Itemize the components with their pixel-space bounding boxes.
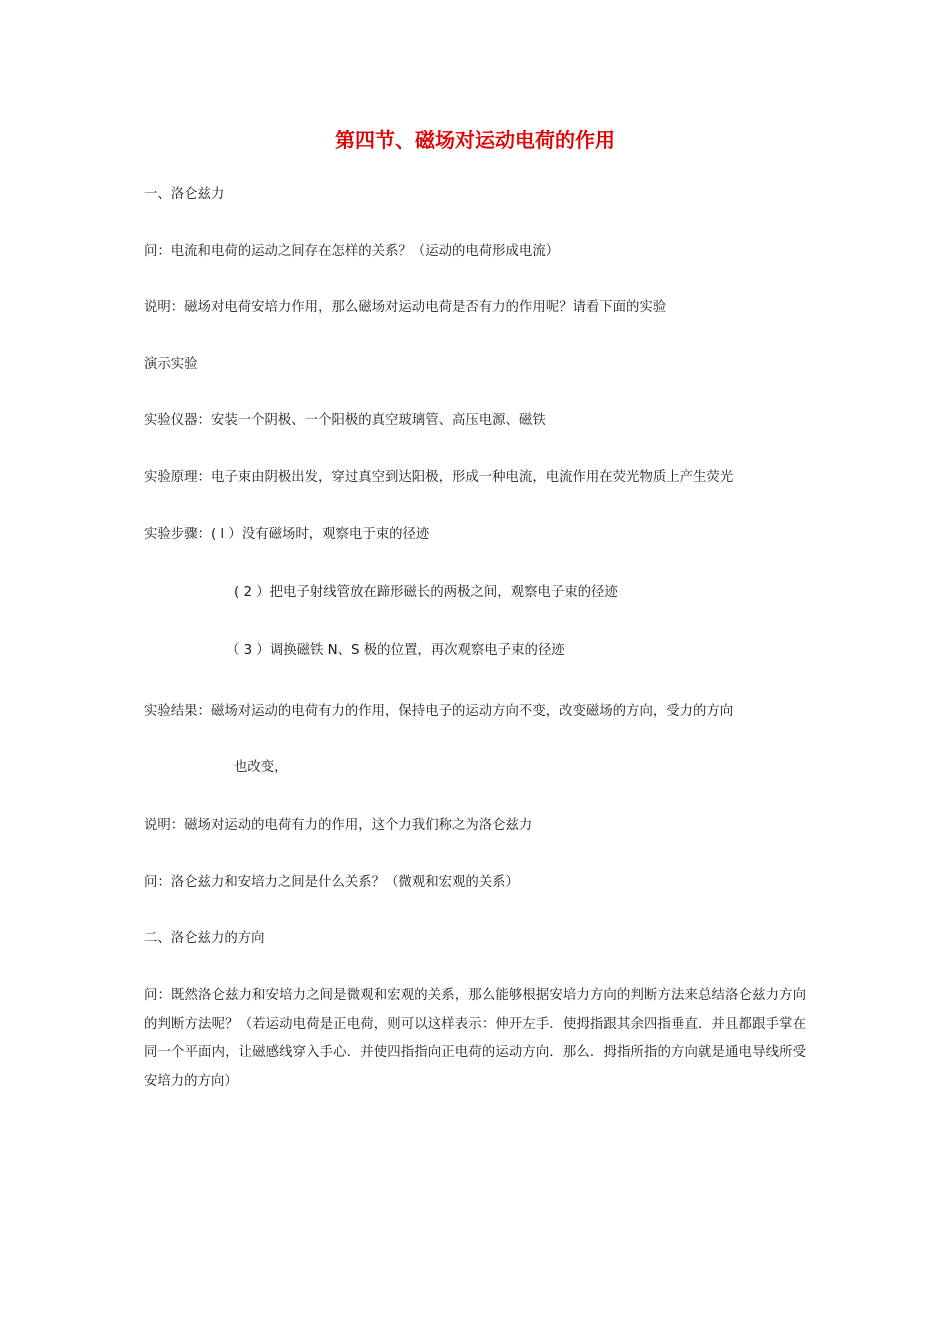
question-line-1: 问：电流和电荷的运动之间存在怎样的关系？（运动的电荷形成电流） — [144, 244, 560, 259]
page-title: 第四节、磁场对运动电荷的作用 — [335, 128, 615, 152]
result-line: 实验结果：磁场对运动的电荷有力的作用，保持电子的运动方向不变，改变磁场的方向，受力的方向 — [144, 704, 734, 719]
step-line-1: 实验步骤：( l ）没有磁场时，观察电于束的径迹 — [144, 527, 430, 542]
explanation-line-2: 说明：磁场对运动的电荷有力的作用，这个力我们称之为洛仑兹力 — [144, 818, 533, 833]
result-continuation: 也改变， — [234, 760, 288, 775]
section-heading-2: 二、洛仑兹力的方向 — [144, 931, 265, 946]
question-paragraph: 问：既然洛仑兹力和安培力之间是微观和宏观的关系，那么能够根据安培力方向的判断方法来总结洛仑兹力方向的判断方法呢？（若运动电荷是正电荷，则可以这样表示：伸开左手．使拇指跟其余四指垂直．并且都跟手掌在同一个平面内，让磁感线穿入手心．并使四指指向正电荷的运动方向．那么．拇指所指的方向就是通电导线所受安培力的方向） — [144, 988, 806, 1089]
demo-heading: 演示实验 — [144, 357, 198, 372]
question-line-2: 问：洛仑兹力和安培力之间是什么关系？（微观和宏观的关系） — [144, 875, 519, 890]
apparatus-line: 实验仪器：安装一个阴极、一个阳极的真空玻璃管、高压电源、磁铁 — [144, 413, 546, 428]
section-heading-1: 一、洛仑兹力 — [144, 187, 225, 202]
principle-line: 实验原理：电子束由阴极出发，穿过真空到达阳极，形成一种电流，电流作用在荧光物质上产生荧光 — [144, 470, 734, 485]
step-line-2: ( 2 ）把电子射线管放在蹄形磁长的两极之间，观察电子束的径迹 — [234, 585, 618, 600]
explanation-line-1: 说明：磁场对电荷安培力作用，那么磁场对运动电荷是否有力的作用呢？请看下面的实验 — [144, 300, 667, 315]
step-line-3: （ 3 ）调换磁铁 N、S 极的位置，再次观察电子束的径迹 — [226, 643, 565, 658]
